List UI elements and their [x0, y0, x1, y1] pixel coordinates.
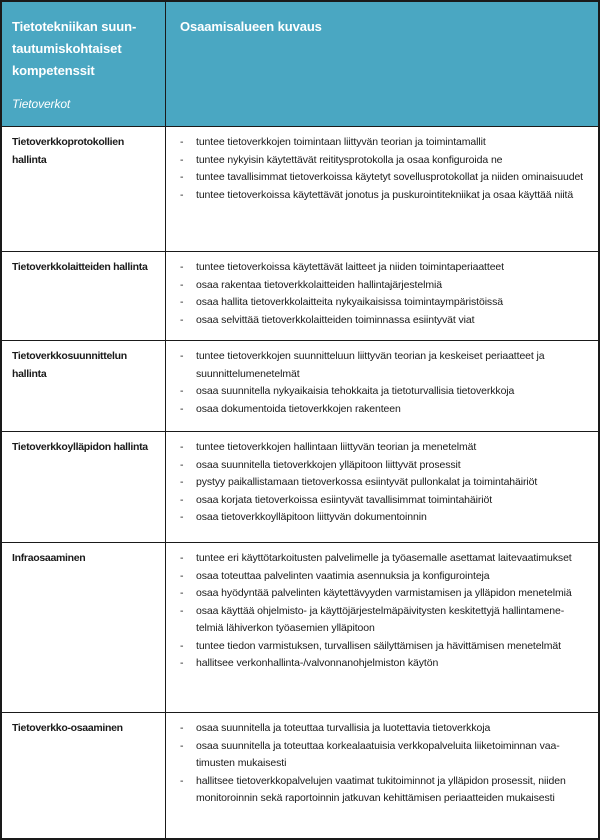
description-item — [180, 277, 588, 295]
description-item-text: osaa dokumentoida tietoverkkojen rakenteen — [196, 402, 401, 415]
competence-cell — [2, 341, 166, 431]
description-item — [180, 474, 588, 492]
description-item-text: hallitsee verkonhallinta-/valvonnanohjelmiston käytön — [196, 657, 439, 669]
description-item-text: tuntee tietoverkkojen toimintaan liittyvän teorian ja toimintamallit — [196, 136, 486, 148]
description-item-text: tuntee tietoverkkojen suunnitteluun liittyvän teorian ja keskeiset periaatteet ja suunnittelumenetelmät — [196, 350, 545, 380]
description-item — [180, 312, 588, 330]
description-item — [180, 720, 588, 738]
description-item — [180, 603, 588, 638]
description-cell — [166, 543, 598, 712]
table-row — [2, 127, 598, 252]
bullet-dash: - — [180, 587, 184, 599]
description-item — [180, 568, 588, 586]
competence-cell — [2, 252, 166, 340]
bullet-dash: - — [180, 639, 184, 652]
bullet-dash: - — [180, 171, 184, 183]
description-item-text: osaa hallita tietoverkkolaitteita nykyaikaisissa toimintaympäristöissä — [196, 296, 503, 308]
description-item — [180, 401, 588, 419]
bullet-dash: - — [180, 722, 184, 734]
header-cell-competences — [2, 2, 166, 126]
bullet-dash: - — [180, 657, 184, 669]
description-item-text: osaa suunnitella nykyaikaisia tehokkaita ja tietoturvallisia tietoverkkoja — [196, 385, 515, 397]
description-item-text: osaa tietoverkkoylläpitoon liittyvän dokumentoinnin — [196, 511, 427, 523]
description-item — [180, 585, 588, 603]
description-item — [180, 773, 588, 808]
header-col1-subtitle: Tietoverkot — [12, 97, 71, 111]
bullet-dash: - — [180, 385, 184, 397]
bullet-dash: - — [180, 458, 184, 471]
table-header-row — [2, 2, 598, 127]
description-cell — [166, 252, 598, 340]
description-item-text: tuntee tietoverkoissa käytettävät laitteet ja niiden toimintaperiaatteet — [196, 261, 504, 273]
description-item-text: osaa suunnitella ja toteuttaa turvallisia ja luotettavia tietoverkkoja — [196, 722, 491, 734]
competence-name: Tietoverkkolaitteiden hallinta — [12, 261, 148, 273]
bullet-dash: - — [180, 188, 184, 201]
description-item — [180, 187, 588, 205]
description-item-text: tuntee tietoverkoissa käytettävät jonotus ja puskurointitekniikat ja osaa käyttää niitä — [196, 188, 574, 201]
description-item — [180, 439, 588, 457]
description-item-text: osaa hyödyntää palvelinten käytettävyyden varmistamisen ja ylläpidon menetelmiä — [196, 587, 572, 599]
competence-cell — [2, 432, 166, 542]
description-item-text: tuntee tietoverkkojen hallintaan liittyvän teorian ja menetelmät — [196, 441, 477, 453]
header-col1-title: Tietotekniikan suuntautumiskohtaiset kompetenssit — [12, 19, 137, 78]
description-item — [180, 152, 588, 170]
description-item-text: hallitsee tietoverkkopalvelujen vaatimat tukitoiminnot ja ylläpidon prosessit, niiden monitoroinnin sekä raportoinnin jatkuvan kehittämisen periaatteiden mukaisesti — [196, 774, 566, 804]
bullet-dash: - — [180, 153, 184, 166]
description-item — [180, 457, 588, 475]
description-item — [180, 294, 588, 312]
description-item-text: tuntee tavallisimmat tietoverkoissa käytetyt sovellusprotokollat ja niiden ominaisuudet — [196, 171, 583, 183]
bullet-dash: - — [180, 511, 184, 523]
bullet-dash: - — [180, 278, 184, 291]
description-list — [180, 259, 588, 329]
description-item-text: pystyy paikallistamaan tietoverkossa esiintyvät pullonkalat ja toimintahäiriöt — [196, 476, 538, 488]
description-cell — [166, 713, 598, 838]
bullet-dash: - — [180, 261, 184, 273]
description-list — [180, 720, 588, 808]
description-item-text: osaa suunnitella tietoverkkojen ylläpitoon liittyvät prosessit — [196, 458, 461, 471]
description-item-text: tuntee eri käyttötarkoitusten palvelimelle ja työasemalle asettamat laitevaatimukset — [196, 552, 572, 564]
table-row — [2, 252, 598, 341]
bullet-dash: - — [180, 569, 184, 582]
description-item — [180, 169, 588, 187]
table-row — [2, 713, 598, 838]
table-row — [2, 341, 598, 432]
description-item — [180, 550, 588, 568]
description-item-text: tuntee tiedon varmistuksen, turvallisen säilyttämisen ja hävittämisen menetelmät — [196, 639, 561, 652]
description-item-text: osaa rakentaa tietoverkkolaitteiden hallintajärjestelmiä — [196, 278, 442, 291]
bullet-dash: - — [180, 493, 184, 506]
description-item — [180, 638, 588, 656]
competence-name: Tietoverkkoylläpidon hallinta — [12, 441, 148, 453]
competence-name: Tietoverkko-osaaminen — [12, 722, 123, 734]
table-row — [2, 432, 598, 543]
bullet-dash: - — [180, 136, 184, 148]
description-item-text: osaa suunnitella ja toteuttaa korkealaatuisia verkkopalveluita liiketoiminnan vaatimusten mukaisesti — [196, 739, 560, 769]
description-item-text: osaa korjata tietoverkoissa esiintyvät tavallisimmat toimintahäiriöt — [196, 493, 493, 506]
bullet-dash: - — [180, 441, 184, 453]
description-list — [180, 439, 588, 527]
bullet-dash: - — [180, 476, 184, 488]
description-item — [180, 738, 588, 773]
description-item — [180, 492, 588, 510]
bullet-dash: - — [180, 402, 184, 415]
bullet-dash: - — [180, 552, 184, 564]
competence-cell — [2, 127, 166, 251]
header-cell-description — [166, 2, 598, 126]
bullet-dash: - — [180, 604, 184, 617]
description-cell — [166, 432, 598, 542]
competence-cell — [2, 713, 166, 838]
description-cell — [166, 127, 598, 251]
table-row — [2, 543, 598, 713]
description-item — [180, 383, 588, 401]
bullet-dash: - — [180, 774, 184, 787]
header-col2-title: Osaamisalueen kuvaus — [180, 19, 322, 34]
description-cell — [166, 341, 598, 431]
bullet-dash: - — [180, 296, 184, 308]
description-list — [180, 348, 588, 418]
bullet-dash: - — [180, 350, 184, 362]
competence-name: Tietoverkkosuunnittelun hallinta — [12, 350, 127, 380]
competence-name: Infraosaaminen — [12, 552, 86, 564]
competence-name: Tietoverkkoprotokollien hallinta — [12, 136, 124, 166]
description-item-text: osaa toteuttaa palvelinten vaatimia asennuksia ja konfigurointeja — [196, 569, 490, 582]
bullet-dash: - — [180, 739, 184, 752]
bullet-dash: - — [180, 313, 184, 326]
description-list — [180, 550, 588, 673]
description-item — [180, 259, 588, 277]
description-item-text: tuntee nykyisin käytettävät reititysprotokolla ja osaa konfiguroida ne — [196, 153, 503, 166]
description-item — [180, 134, 588, 152]
description-item — [180, 655, 588, 673]
competence-cell — [2, 543, 166, 712]
description-item — [180, 509, 588, 527]
description-item — [180, 348, 588, 383]
description-item-text: osaa selvittää tietoverkkolaitteiden toiminnassa esiintyvät viat — [196, 313, 475, 326]
description-list — [180, 134, 588, 204]
description-item-text: osaa käyttää ohjelmisto- ja käyttöjärjestelmäpäivitysten keskitettyjä hallintamenetelmiä lähiverkon työasemien ylläpitoon — [196, 604, 565, 634]
